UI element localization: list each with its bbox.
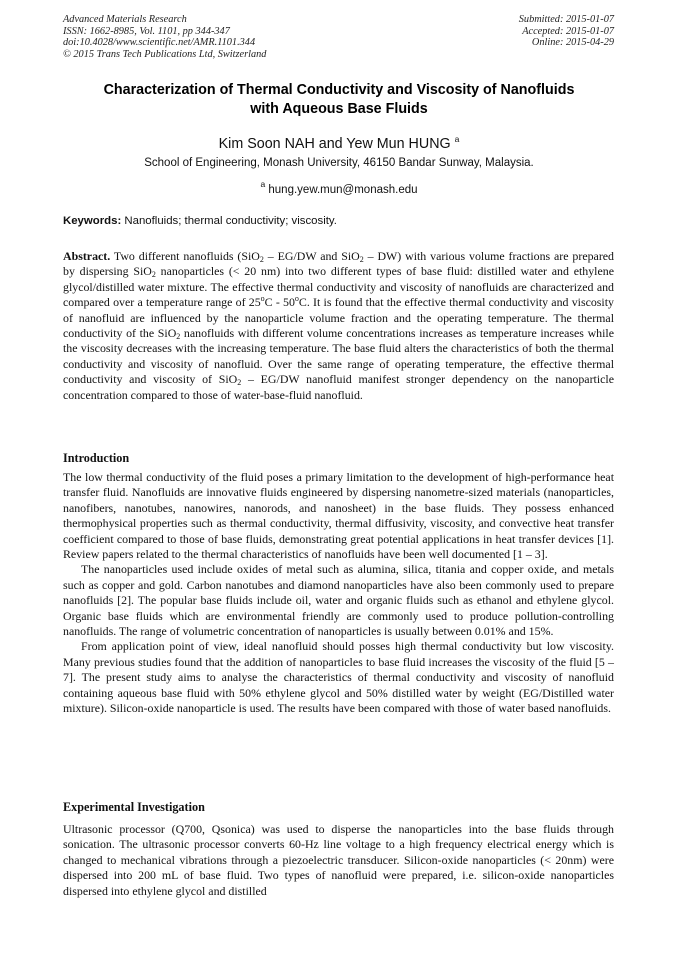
section-heading-introduction: Introduction bbox=[63, 451, 130, 465]
email-mark: a bbox=[260, 179, 266, 189]
intro-paragraph-3: From application point of view, ideal nanofluid should posses high thermal conductivity but low viscosity. Many previous studies found that the addition of nanoparticles to base fluid increases the viscosity of the fluid [5 – 7]. The present study aims to analyse the characteristics of thermal conductivity and viscosity of nanofluid containing aqueous base fluid with 50% ethylene glycol and 50% distilled water by weight (EG/Distilled water mixture). Silicon-oxide nanoparticle is used. The results have been compared with those of water based nanofluids. bbox=[63, 639, 614, 716]
abstract-text: nanofluids with different volume concentrations increases as temperature increases while the viscosity decreases with the increasing temperature. The base fluid alters the characteristics of both the thermal conductivity and viscosity of nanofluid. Over the same range of operating temperature, the effective thermal conductivity and viscosity of SiO bbox=[63, 326, 614, 387]
accepted-date: Accepted: 2015-01-07 bbox=[522, 25, 614, 37]
experimental-section bbox=[63, 822, 614, 899]
abstract-text: – DW) with various volume fractions are prepared by dispersing SiO bbox=[63, 249, 615, 279]
keywords-label: Keywords: bbox=[63, 215, 122, 227]
abstract-label: Abstract. bbox=[63, 249, 111, 263]
author-email bbox=[40, 177, 638, 198]
section-heading-experimental: Experimental Investigation bbox=[63, 800, 205, 814]
subscript: 2 bbox=[237, 378, 242, 388]
abstract-text: Two different nanofluids (SiO bbox=[113, 249, 260, 263]
paper-title bbox=[40, 81, 638, 119]
abstract bbox=[63, 249, 614, 403]
abstract-text: C. It is found that the effective thermal conductivity and viscosity of nanofluid are influenced by the nanoparticle volume fraction and the operating temperature. The thermal conductivity of the SiO bbox=[63, 295, 614, 341]
author-names: Kim Soon NAH and Yew Mun HUNG bbox=[218, 136, 451, 152]
subscript: 2 bbox=[176, 332, 181, 342]
journal-issn: ISSN: 1662-8985, Vol. 1101, pp 344-347 bbox=[63, 25, 230, 37]
journal-copyright: © 2015 Trans Tech Publications Ltd, Switzerland bbox=[63, 48, 267, 60]
degree-mark: o bbox=[294, 294, 299, 304]
journal-doi: doi:10.4028/www.scientific.net/AMR.1101.344 bbox=[63, 37, 256, 49]
journal-name: Advanced Materials Research bbox=[63, 14, 187, 25]
title-line-1: Characterization of Thermal Conductivity and Viscosity of Nanofluids bbox=[103, 82, 575, 98]
author-affiliation-mark: a bbox=[454, 134, 460, 144]
intro-paragraph-2: The nanoparticles used include oxides of metal such as alumina, silica, titania and copper oxide, and metals such as copper and gold. Carbon nanotubes and diamond nanoparticles have also been commonly used to prepare nanofluids [2]. The popular base fluids include oil, water and organic fluids such as ethanol and ethylene glycol. Organic base fluids which are environmental friendly are commonly used to produce pollution-controlling nanofluids. The range of volumetric concentration of nanoparticles is usually between 0.01% and 15%. bbox=[63, 562, 614, 639]
affiliation: School of Engineering, Monash University, 46150 Bandar Sunway, Malaysia. bbox=[144, 157, 534, 169]
intro-paragraph-1: The low thermal conductivity of the fluid poses a primary limitation to the development of high-performance heat transfer fluid. Nanofluids are innovative fluids engineered by dispersing nanometre-sized materials (nanoparticles, nanofibers, nanotubes, nanowires, nanorods, and nanosheet) in the base fluids. They possess enhanced thermophysical properties such as thermal conductivity, thermal diffusivity, viscosity, and convective heat transfer coefficient compared to those of base fluids, demonstrating great potential applications in heat transfer devices [1]. Review papers related to the thermal characteristics of nanofluids have been well documented [1 – 3]. bbox=[63, 470, 614, 562]
keywords-text: Nanofluids; thermal conductivity; viscosity. bbox=[124, 215, 337, 227]
abstract-paragraph bbox=[63, 249, 614, 403]
abstract-text: nanoparticles (< 20 nm) into two different types of base fluid: distilled water and ethylene glycol/distilled water mixture. The effective thermal conductivity and viscosity of nanofluids are characterized and compared over a temperature range of 25 bbox=[63, 264, 614, 310]
author-list bbox=[40, 130, 638, 153]
subscript: 2 bbox=[151, 270, 156, 280]
journal-info bbox=[63, 14, 266, 60]
experimental-paragraph-1: Ultrasonic processor (Q700, Qsonica) was used to disperse the nanoparticles into the base fluids through sonication. The ultrasonic processor converts 60-Hz line voltage to a high frequency electrical energy which is changed to mechanical vibrations through a piezoelectric transducer. Silicon-oxide nanoparticles (< 20nm) were dispersed into 200 mL of base fluid. Two types of nanofluid were prepared, i.e. silicon-oxide nanoparticles dispersed into ethylene glycol and distilled bbox=[63, 822, 614, 898]
online-date: Online: 2015-04-29 bbox=[531, 37, 614, 49]
abstract-text: – EG/DW nanofluid manifest stronger dependency on the nanoparticle concentration compared to those of water-base-fluid nanofluid. bbox=[63, 372, 614, 402]
email-address[interactable]: hung.yew.mun@monash.edu bbox=[268, 184, 418, 196]
subscript: 2 bbox=[359, 255, 364, 264]
subscript: 2 bbox=[259, 255, 264, 264]
submitted-date: Submitted: 2015-01-07 bbox=[518, 14, 614, 25]
keywords bbox=[63, 214, 615, 229]
degree-mark: o bbox=[260, 294, 265, 304]
abstract-text: – EG/DW and SiO bbox=[263, 249, 360, 263]
abstract-text: C - 50 bbox=[264, 295, 295, 310]
submission-dates bbox=[519, 14, 614, 49]
title-line-2: with Aqueous Base Fluids bbox=[250, 101, 428, 117]
introduction-section bbox=[63, 470, 614, 717]
